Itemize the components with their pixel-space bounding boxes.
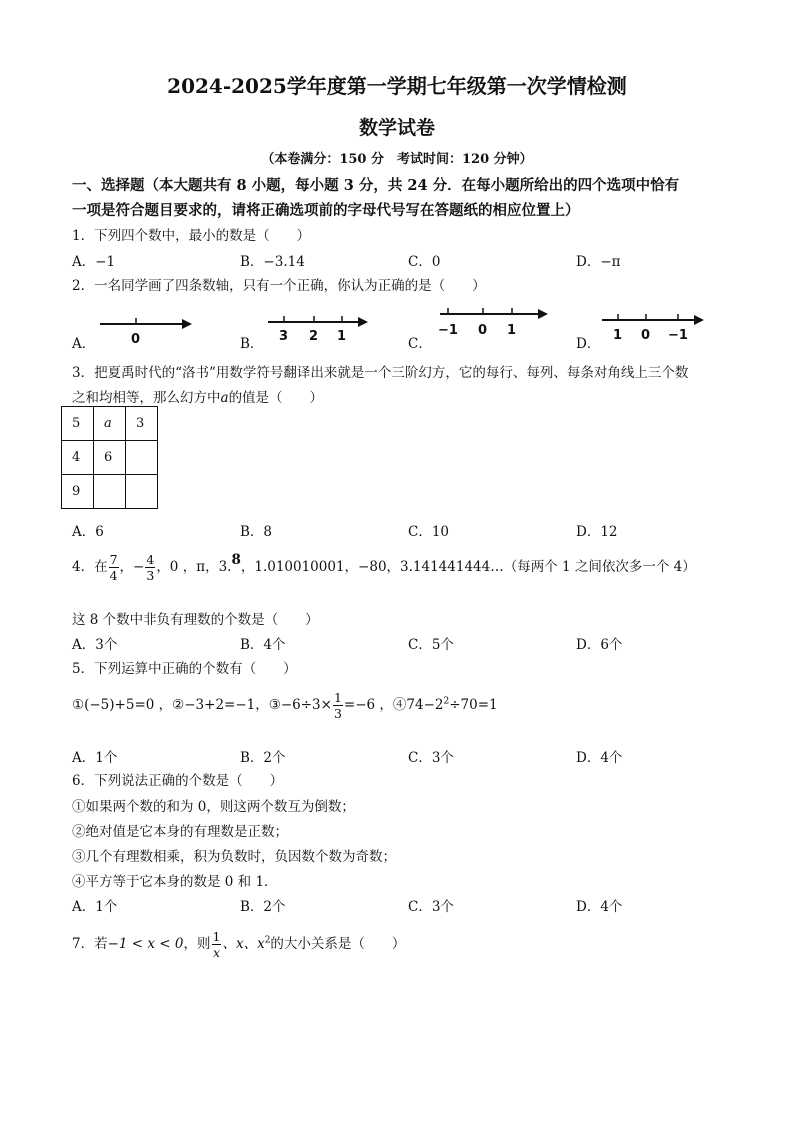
q4-option-d: D．6个 bbox=[576, 637, 623, 653]
q2-axis-a bbox=[98, 314, 194, 346]
repeating-digit: 8 bbox=[231, 552, 241, 568]
q2-option-b-letter: B． bbox=[240, 336, 264, 352]
magic-cell bbox=[126, 441, 158, 475]
q5-option-a: A．1个 bbox=[72, 750, 118, 766]
q6-option-d: D．4个 bbox=[576, 899, 623, 915]
page-subtitle: 数学试卷 bbox=[358, 117, 435, 139]
q4-option-b: B．4个 bbox=[240, 637, 286, 653]
q2-axis-b-label-3: 3 bbox=[279, 329, 289, 344]
page-title: 2024-2025学年度第一学期七年级第一次学情检测 bbox=[167, 74, 627, 98]
q3-option-d: D．12 bbox=[576, 524, 618, 540]
q6-option-c: C．3个 bbox=[408, 899, 454, 915]
magic-cell bbox=[94, 475, 126, 509]
q6-statement-3: ③几个有理数相乘，积为负数时，负因数个数为奇数； bbox=[72, 849, 396, 865]
q2-axis-d bbox=[600, 312, 706, 344]
q2-option-c-letter: C． bbox=[408, 336, 432, 352]
q3-option-b: B．8 bbox=[240, 524, 273, 540]
fraction-7-4: $\frac{7}{4}$ bbox=[109, 552, 118, 583]
q6-option-b: B．2个 bbox=[240, 899, 286, 915]
q2-axis-d-label-neg1: −1 bbox=[668, 328, 688, 343]
q3-option-a: A．6 bbox=[72, 524, 104, 540]
magic-cell: 6 bbox=[94, 441, 126, 475]
question-4-line2: 这 8 个数中非负有理数的个数是（ ） bbox=[72, 612, 319, 628]
q6-statement-1: ①如果两个数的和为 0，则这两个数互为倒数； bbox=[72, 799, 355, 815]
question-5-expressions: ①(−5)+5=0 ，②−3+2=−1，③−6÷3× $\frac{1}{3}$ =−6 ，$④74-2^2\div 70=1$ bbox=[72, 690, 498, 721]
q2-axis-c bbox=[438, 306, 550, 338]
magic-cell bbox=[126, 475, 158, 509]
q2-option-d-letter: D． bbox=[576, 336, 601, 352]
q1-option-c: C．0 bbox=[408, 254, 441, 270]
question-2-stem: 2．一名同学画了四条数轴，只有一个正确，你认为正确的是（ ） bbox=[72, 278, 486, 294]
q2-axis-a-label-0: 0 bbox=[131, 332, 141, 347]
q1-option-d: D．−π bbox=[576, 254, 621, 270]
magic-cell: 3 bbox=[126, 407, 158, 441]
question-3-line2: 之和均相等，那么幻方中a的值是（ ） bbox=[72, 390, 324, 406]
q2-axis-d-label-1: 1 bbox=[613, 328, 623, 343]
fraction-1-x: $\frac{1}{x}$ bbox=[212, 929, 221, 960]
magic-cell: a bbox=[94, 407, 126, 441]
magic-cell: 5 bbox=[62, 407, 94, 441]
question-7-stem: 7．若−1 < x < 0，则 $\frac{1}{x}$ 、x、$x^2$的大小关系是（ ） bbox=[72, 929, 406, 960]
q2-option-a-letter: A． bbox=[72, 336, 96, 352]
q5-option-d: D．4个 bbox=[576, 750, 623, 766]
q4-option-a: A．3个 bbox=[72, 637, 118, 653]
question-5-stem: 5．下列运算中正确的个数有（ ） bbox=[72, 661, 297, 677]
inequality: −1 < x < 0 bbox=[107, 936, 184, 952]
q6-statement-4: ④平方等于它本身的数是 0 和 1． bbox=[72, 874, 278, 890]
question-4-line1: 4．在 $\frac{7}{4}$ ，− $\frac{4}{3}$ ，0 ，π，3.8，1.010010001，−80，3.141441444…（每两个 1 之间依次多一个 4） bbox=[72, 552, 696, 583]
fraction-4-3: $\frac{4}{3}$ bbox=[146, 552, 155, 583]
question-3-line1: 3．把夏禹时代的“洛书”用数学符号翻译出来就是一个三阶幻方，它的每行、每列、每条对角线上三个数 bbox=[72, 365, 689, 381]
q1-option-b: B．−3.14 bbox=[240, 254, 305, 270]
q2-axis-c-label-0: 0 bbox=[478, 323, 488, 338]
q3-option-c: C．10 bbox=[408, 524, 450, 540]
q2-axis-b bbox=[266, 314, 370, 346]
variable-a: a bbox=[220, 390, 229, 406]
q1-option-a: A．−1 bbox=[72, 254, 116, 270]
magic-square bbox=[61, 406, 158, 509]
question-6-stem: 6．下列说法正确的个数是（ ） bbox=[72, 773, 284, 789]
question-1-stem: 1．下列四个数中，最小的数是（ ） bbox=[72, 228, 311, 244]
q2-axis-c-label-neg1: −1 bbox=[438, 323, 458, 338]
q2-axis-c-label-1: 1 bbox=[507, 323, 517, 338]
magic-cell: 9 bbox=[62, 475, 94, 509]
magic-cell: 4 bbox=[62, 441, 94, 475]
q6-statement-2: ②绝对值是它本身的有理数是正数； bbox=[72, 824, 288, 840]
q6-option-a: A．1个 bbox=[72, 899, 118, 915]
q2-axis-b-label-2: 2 bbox=[309, 329, 319, 344]
exam-info: （本卷满分：150 分 考试时间：120 分钟） bbox=[261, 152, 533, 167]
q5-option-c: C．3个 bbox=[408, 750, 454, 766]
q4-option-c: C．5个 bbox=[408, 637, 454, 653]
fraction-1-3: $\frac{1}{3}$ bbox=[333, 690, 342, 721]
q2-axis-d-label-0: 0 bbox=[641, 328, 651, 343]
section-heading-line2: 一项是符合题目要求的，请将正确选项前的字母代号写在答题纸的相应位置上） bbox=[72, 202, 580, 219]
q5-option-b: B．2个 bbox=[240, 750, 286, 766]
q2-axis-b-label-1: 1 bbox=[337, 329, 347, 344]
section-heading-line1: 一、选择题（本大题共有 8 小题，每小题 3 分，共 24 分．在每小题所给出的四个选项中恰有 bbox=[72, 177, 680, 194]
